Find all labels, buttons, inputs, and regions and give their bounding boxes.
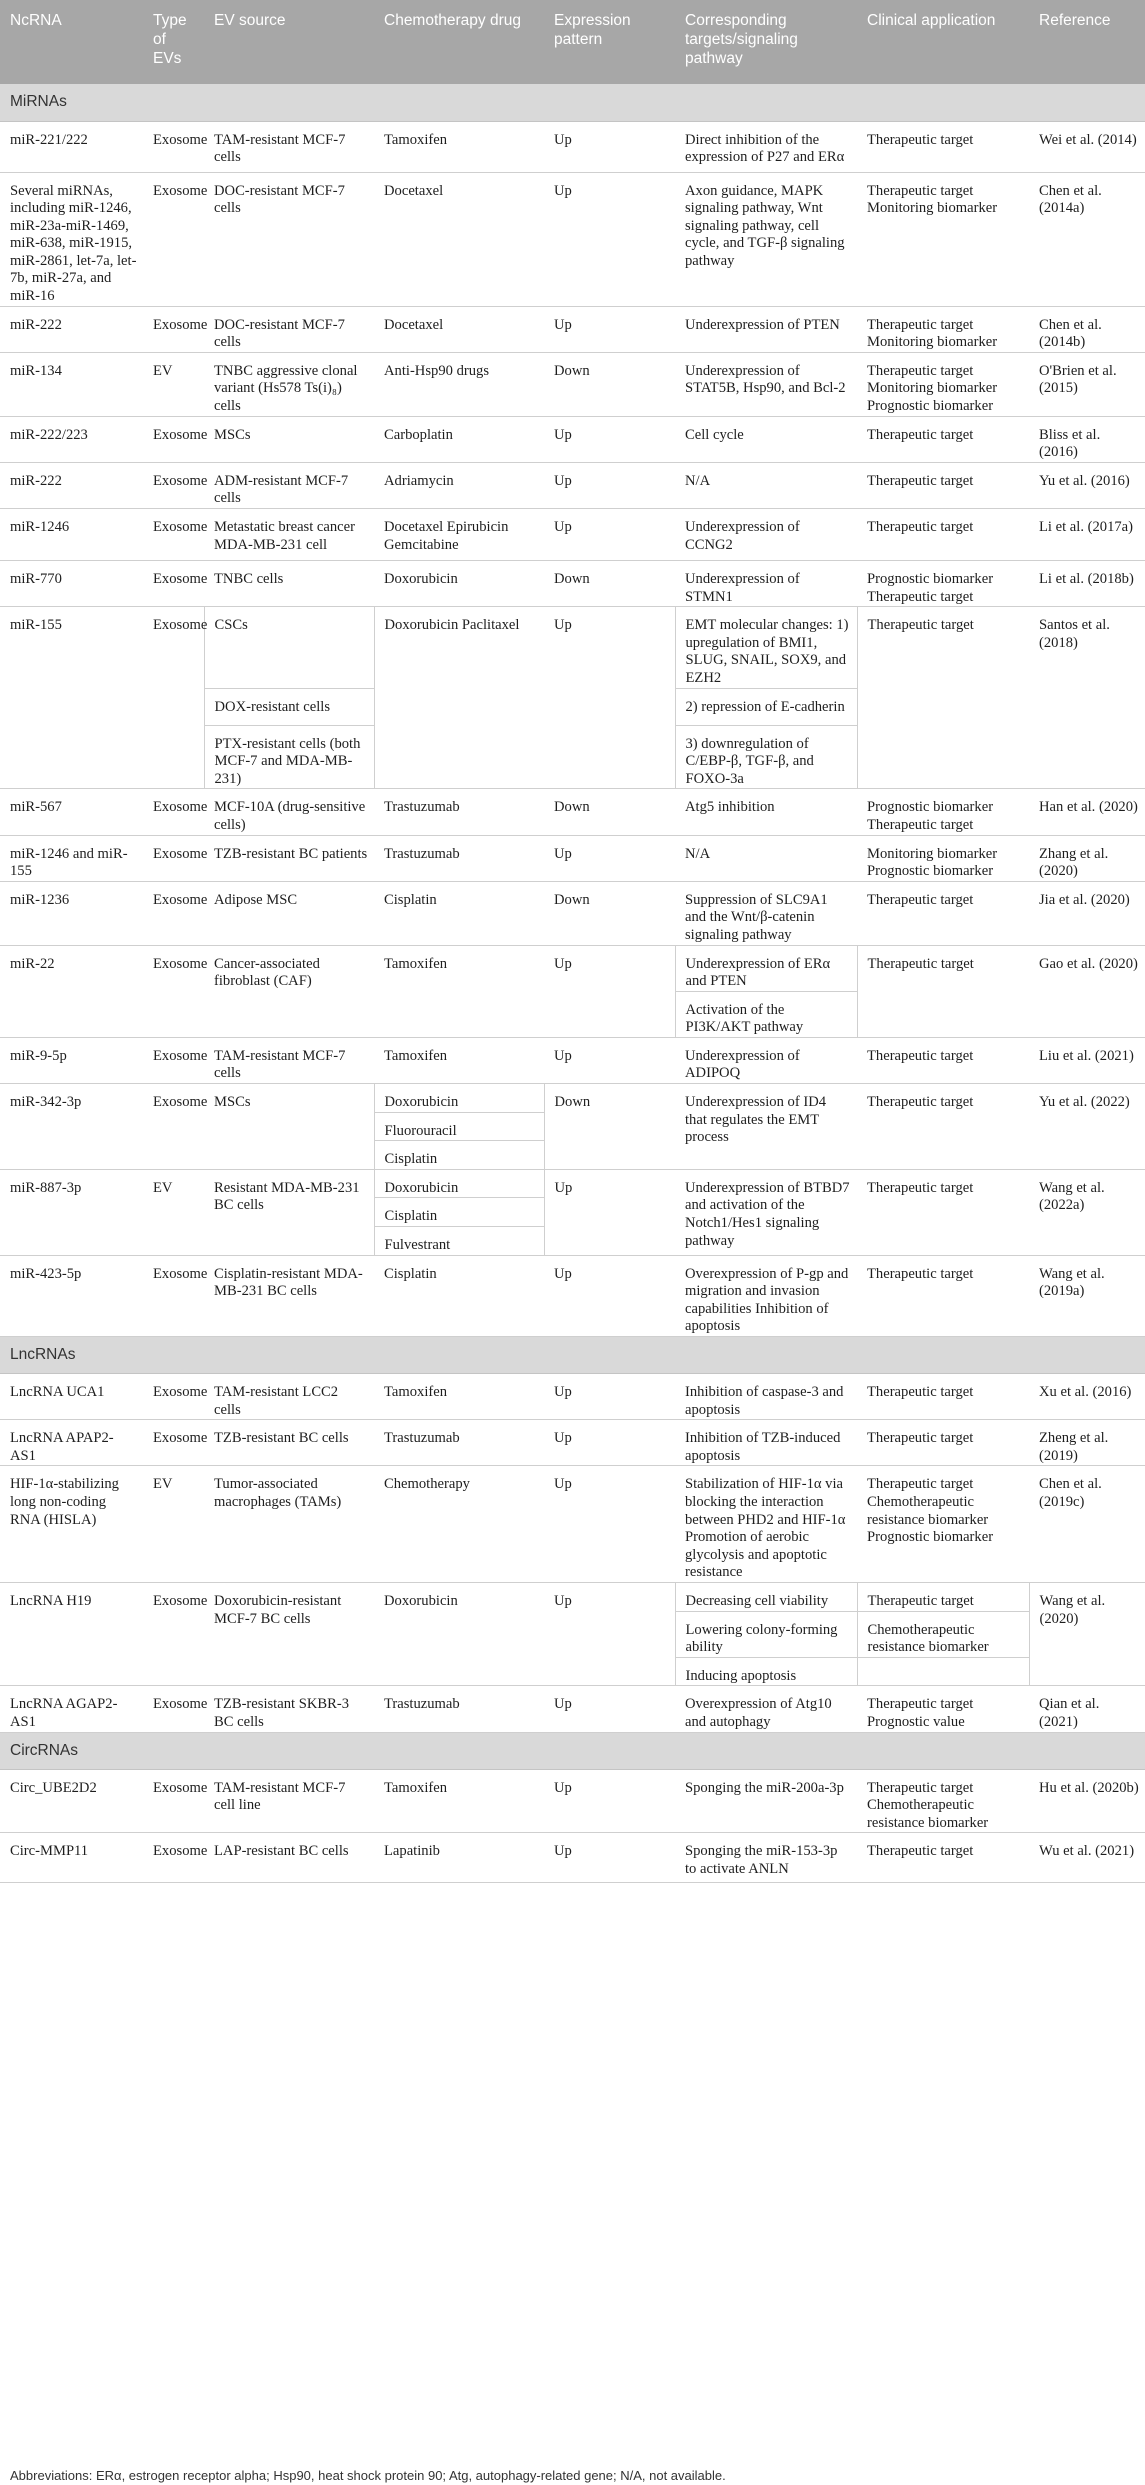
table-cell: Cancer-associated fibroblast (CAF): [204, 945, 374, 1037]
table-cell: Inhibition of TZB-induced apoptosis: [675, 1420, 857, 1466]
table-cell: Therapeutic target: [857, 1420, 1029, 1466]
table-cell: Adipose MSC: [204, 881, 374, 945]
table-cell: Santos et al. (2018): [1029, 607, 1145, 789]
header-row: [0, 0, 1145, 84]
table-cell: miR-887-3p: [0, 1169, 143, 1255]
table-cell: Therapeutic target: [857, 1374, 1029, 1420]
table-cell: Activation of the PI3K/AKT pathway: [675, 991, 857, 1037]
table-cell: Doxorubicin: [374, 1084, 544, 1113]
table-cell: Up: [544, 1833, 675, 1883]
table-cell: Prognostic biomarker Therapeutic target: [857, 561, 1029, 607]
table-cell: Inhibition of caspase-3 and apoptosis: [675, 1374, 857, 1420]
table-cell: Sponging the miR-153-3p to activate ANLN: [675, 1833, 857, 1883]
table-cell: miR-770: [0, 561, 143, 607]
table-cell: TZB-resistant SKBR-3 BC cells: [204, 1686, 374, 1732]
table-cell: Exosome: [143, 1374, 204, 1420]
table-cell: TAM-resistant MCF-7 cells: [204, 121, 374, 172]
table-cell: Gao et al. (2020): [1029, 945, 1145, 1037]
table-cell: Wang et al. (2020): [1029, 1582, 1145, 1685]
table-cell: Exosome: [143, 1582, 204, 1685]
table-cell: Axon guidance, MAPK signaling pathway, Wnt signaling pathway, cell cycle, and TGF-β signaling pathway: [675, 172, 857, 306]
table-cell: Yu et al. (2022): [1029, 1084, 1145, 1170]
table-row: [0, 416, 1145, 462]
table-cell: Up: [544, 172, 675, 306]
table-cell: EV: [143, 1169, 204, 1255]
table-row: [0, 561, 1145, 607]
table-cell: Chen et al. (2019c): [1029, 1466, 1145, 1583]
table-cell: Underexpression of STAT5B, Hsp90, and Bcl-2: [675, 352, 857, 416]
table-cell: Trastuzumab: [374, 789, 544, 835]
table-cell: Docetaxel: [374, 306, 544, 352]
table-cell: Li et al. (2017a): [1029, 509, 1145, 561]
table-cell: Up: [544, 1420, 675, 1466]
table-cell: Therapeutic target: [857, 1255, 1029, 1336]
table-cell: Tamoxifen: [374, 1769, 544, 1833]
table-cell: TNBC aggressive clonal variant (Hs578 Ts(i)₈) cells: [204, 352, 374, 416]
table-cell: Up: [544, 1466, 675, 1583]
table-cell: Exosome: [143, 945, 204, 1037]
table-cell: DOC-resistant MCF-7 cells: [204, 172, 374, 306]
table-cell: Up: [544, 1037, 675, 1083]
table-cell: Sponging the miR-200a-3p: [675, 1769, 857, 1833]
table-cell: Therapeutic target Prognostic value: [857, 1686, 1029, 1732]
table-cell: miR-1246 and miR-155: [0, 835, 143, 881]
table-cell: Cisplatin: [374, 881, 544, 945]
table-cell: MSCs: [204, 1084, 374, 1170]
table-cell: Underexpression of STMN1: [675, 561, 857, 607]
table-cell: PTX-resistant cells (both MCF-7 and MDA-MB-231): [204, 725, 374, 789]
table-cell: Docetaxel: [374, 172, 544, 306]
table-cell: Exosome: [143, 462, 204, 508]
table-row: [0, 945, 1145, 991]
table-row: [0, 509, 1145, 561]
header-targets: Corresponding targets/signaling pathway: [675, 0, 857, 84]
section-title: LncRNAs: [0, 1337, 1145, 1374]
table-cell: Therapeutic target Chemotherapeutic resistance biomarker Prognostic biomarker: [857, 1466, 1029, 1583]
table-cell: LncRNA UCA1: [0, 1374, 143, 1420]
header-ev-type: Type of EVs: [143, 0, 204, 84]
table-cell: Bliss et al. (2016): [1029, 416, 1145, 462]
table-cell: Up: [544, 121, 675, 172]
table-cell: Several miRNAs, including miR-1246, miR-23a-miR-1469, miR-638, miR-1915, miR-2861, let-7a, let-7b, miR-27a, and miR-16: [0, 172, 143, 306]
table-cell: Suppression of SLC9A1 and the Wnt/β-catenin signaling pathway: [675, 881, 857, 945]
table-cell: Exosome: [143, 1769, 204, 1833]
table-row: [0, 1833, 1145, 1883]
table-cell: TZB-resistant BC patients: [204, 835, 374, 881]
table-cell: Exosome: [143, 789, 204, 835]
table-cell: Underexpression of CCNG2: [675, 509, 857, 561]
table-row: [0, 172, 1145, 306]
table-cell: 3) downregulation of C/EBP-β, TGF-β, and FOXO-3a: [675, 725, 857, 789]
table-cell: Up: [544, 1374, 675, 1420]
table-cell: Prognostic biomarker Therapeutic target: [857, 789, 1029, 835]
table-cell: Cisplatin-resistant MDA-MB-231 BC cells: [204, 1255, 374, 1336]
table-cell: TNBC cells: [204, 561, 374, 607]
table-cell: miR-1236: [0, 881, 143, 945]
table-cell: Down: [544, 881, 675, 945]
table-cell: miR-222: [0, 462, 143, 508]
table-cell: miR-222/223: [0, 416, 143, 462]
table-cell: Underexpression of ID4 that regulates the EMT process: [675, 1084, 857, 1170]
table-cell: 2) repression of E-cadherin: [675, 688, 857, 725]
table-cell: Cisplatin: [374, 1198, 544, 1227]
table-cell: Han et al. (2020): [1029, 789, 1145, 835]
header-reference: Reference: [1029, 0, 1145, 84]
section-title: CircRNAs: [0, 1732, 1145, 1769]
table-cell: Underexpression of ADIPOQ: [675, 1037, 857, 1083]
table-row: [0, 462, 1145, 508]
table-cell: Tamoxifen: [374, 1374, 544, 1420]
table-row: [0, 352, 1145, 416]
table-cell: Down: [544, 352, 675, 416]
table-cell: N/A: [675, 835, 857, 881]
table-row: [0, 789, 1145, 835]
table-cell: Direct inhibition of the expression of P27 and ERα: [675, 121, 857, 172]
table-cell: LncRNA AGAP2-AS1: [0, 1686, 143, 1732]
table-cell: miR-222: [0, 306, 143, 352]
table-cell: Jia et al. (2020): [1029, 881, 1145, 945]
table-cell: Therapeutic target Monitoring biomarker Prognostic biomarker: [857, 352, 1029, 416]
table-cell: Trastuzumab: [374, 835, 544, 881]
header-ev-source: EV source: [204, 0, 374, 84]
table-cell: Therapeutic target: [857, 121, 1029, 172]
table-cell: Exosome: [143, 835, 204, 881]
table-cell: Inducing apoptosis: [675, 1657, 857, 1686]
table-cell: Fluorouracil: [374, 1112, 544, 1141]
section-row: [0, 84, 1145, 121]
table-cell: Therapeutic target: [857, 416, 1029, 462]
table-row: [0, 1582, 1145, 1611]
table-cell: Exosome: [143, 561, 204, 607]
table-cell: Exosome: [143, 607, 204, 789]
table-cell: Overexpression of Atg10 and autophagy: [675, 1686, 857, 1732]
table-cell: Circ-MMP11: [0, 1833, 143, 1883]
header-clinical: Clinical application: [857, 0, 1029, 84]
table-cell: TAM-resistant MCF-7 cells: [204, 1037, 374, 1083]
table-cell: Docetaxel Epirubicin Gemcitabine: [374, 509, 544, 561]
table-cell: Chemotherapeutic resistance biomarker: [857, 1611, 1029, 1657]
table-cell: LncRNA APAP2-AS1: [0, 1420, 143, 1466]
table-cell: Therapeutic target: [857, 1037, 1029, 1083]
table-row: [0, 1686, 1145, 1732]
table-row: [0, 1084, 1145, 1113]
table-cell: Monitoring biomarker Prognostic biomarker: [857, 835, 1029, 881]
table-cell: Zheng et al. (2019): [1029, 1420, 1145, 1466]
table-cell: Trastuzumab: [374, 1420, 544, 1466]
table-cell: O'Brien et al. (2015): [1029, 352, 1145, 416]
table-cell: LAP-resistant BC cells: [204, 1833, 374, 1883]
table-cell: Doxorubicin Paclitaxel: [374, 607, 544, 789]
table-cell: MCF-10A (drug-sensitive cells): [204, 789, 374, 835]
table-cell: miR-423-5p: [0, 1255, 143, 1336]
abbreviations-footnote: Abbreviations: ERα, estrogen receptor alpha; Hsp90, heat shock protein 90; Atg, autophagy-related gene; N/A, not available.: [10, 2468, 726, 2483]
table-cell: Therapeutic target Chemotherapeutic resistance biomarker: [857, 1769, 1029, 1833]
table-cell: Exosome: [143, 1255, 204, 1336]
table-cell: Therapeutic target Monitoring biomarker: [857, 306, 1029, 352]
table-cell: Up: [544, 945, 675, 1037]
table-cell: Exosome: [143, 1037, 204, 1083]
table-cell: EMT molecular changes: 1) upregulation of BMI1, SLUG, SNAIL, SOX9, and EZH2: [675, 607, 857, 688]
table-cell: Lowering colony-forming ability: [675, 1611, 857, 1657]
table-cell: miR-134: [0, 352, 143, 416]
table-cell: miR-155: [0, 607, 143, 789]
table-cell: Cisplatin: [374, 1141, 544, 1170]
table-cell: HIF-1α-stabilizing long non-coding RNA (HISLA): [0, 1466, 143, 1583]
table-cell: Circ_UBE2D2: [0, 1769, 143, 1833]
table-cell: Cisplatin: [374, 1255, 544, 1336]
table-row: [0, 1769, 1145, 1833]
table-cell: Up: [544, 1769, 675, 1833]
table-row: [0, 1037, 1145, 1083]
table-cell: Tamoxifen: [374, 121, 544, 172]
table-cell: Up: [544, 1255, 675, 1336]
section-title: MiRNAs: [0, 84, 1145, 121]
table-cell: DOX-resistant cells: [204, 688, 374, 725]
table-row: [0, 1420, 1145, 1466]
table-row: [0, 607, 1145, 688]
table-cell: Chemotherapy: [374, 1466, 544, 1583]
table-cell: Up: [544, 1169, 675, 1255]
table-cell: miR-567: [0, 789, 143, 835]
table-row: [0, 835, 1145, 881]
table-cell: Qian et al. (2021): [1029, 1686, 1145, 1732]
section-row: [0, 1337, 1145, 1374]
table-cell: Exosome: [143, 881, 204, 945]
header-expression: Expression pattern: [544, 0, 675, 84]
table-cell: Tumor-associated macrophages (TAMs): [204, 1466, 374, 1583]
table-cell: Trastuzumab: [374, 1686, 544, 1732]
table-cell: Tamoxifen: [374, 1037, 544, 1083]
table-cell: miR-342-3p: [0, 1084, 143, 1170]
table-cell: Decreasing cell viability: [675, 1582, 857, 1611]
table-cell: Exosome: [143, 1686, 204, 1732]
table-cell: Up: [544, 835, 675, 881]
section-row: [0, 1732, 1145, 1769]
table-cell: Cell cycle: [675, 416, 857, 462]
table-cell: Tamoxifen: [374, 945, 544, 1037]
table-cell: Therapeutic target: [857, 1084, 1029, 1170]
table-cell: Up: [544, 1686, 675, 1732]
table-cell: Exosome: [143, 1084, 204, 1170]
table-cell: TAM-resistant LCC2 cells: [204, 1374, 374, 1420]
table-cell: Therapeutic target: [857, 462, 1029, 508]
table-cell: Adriamycin: [374, 462, 544, 508]
table-cell: Chen et al. (2014a): [1029, 172, 1145, 306]
table-row: [0, 1374, 1145, 1420]
table-cell: EV: [143, 352, 204, 416]
table-cell: Exosome: [143, 121, 204, 172]
table-cell: Underexpression of ERα and PTEN: [675, 945, 857, 991]
table-cell: Exosome: [143, 1833, 204, 1883]
table-cell: Metastatic breast cancer MDA-MB-231 cell: [204, 509, 374, 561]
table-cell: Therapeutic target: [857, 509, 1029, 561]
table-cell: Therapeutic target: [857, 1833, 1029, 1883]
table-cell: miR-9-5p: [0, 1037, 143, 1083]
table-cell: Overexpression of P-gp and migration and invasion capabilities Inhibition of apoptosis: [675, 1255, 857, 1336]
table-cell: LncRNA H19: [0, 1582, 143, 1685]
header-drug: Chemotherapy drug: [374, 0, 544, 84]
table-cell: Up: [544, 416, 675, 462]
table-cell: Down: [544, 1084, 675, 1170]
table-row: [0, 1169, 1145, 1198]
table-cell: Therapeutic target: [857, 607, 1029, 789]
table-cell: Carboplatin: [374, 416, 544, 462]
table-cell: TZB-resistant BC cells: [204, 1420, 374, 1466]
table-cell: Fulvestrant: [374, 1227, 544, 1256]
table-cell: MSCs: [204, 416, 374, 462]
table-cell: miR-22: [0, 945, 143, 1037]
table-cell: Wei et al. (2014): [1029, 121, 1145, 172]
table-cell: Up: [544, 1582, 675, 1685]
table-cell: Exosome: [143, 509, 204, 561]
table-cell: Zhang et al. (2020): [1029, 835, 1145, 881]
table-cell: Therapeutic target: [857, 1169, 1029, 1255]
table-body: [0, 84, 1145, 1883]
table-cell: miR-221/222: [0, 121, 143, 172]
header-ncrna: NcRNA: [0, 0, 143, 84]
table-cell: Therapeutic target: [857, 1582, 1029, 1611]
table-cell: Lapatinib: [374, 1833, 544, 1883]
table-cell: Li et al. (2018b): [1029, 561, 1145, 607]
table-row: [0, 306, 1145, 352]
table-row: [0, 121, 1145, 172]
table-cell: Doxorubicin: [374, 561, 544, 607]
table-cell: CSCs: [204, 607, 374, 688]
table-cell: Exosome: [143, 172, 204, 306]
table-cell: Underexpression of BTBD7 and activation of the Notch1/Hes1 signaling pathway: [675, 1169, 857, 1255]
table-cell: Chen et al. (2014b): [1029, 306, 1145, 352]
table-cell: Doxorubicin: [374, 1582, 544, 1685]
table-cell: Hu et al. (2020b): [1029, 1769, 1145, 1833]
table-cell: Up: [544, 462, 675, 508]
table-cell: Atg5 inhibition: [675, 789, 857, 835]
table-cell: TAM-resistant MCF-7 cell line: [204, 1769, 374, 1833]
table-cell: Up: [544, 509, 675, 561]
table-cell: Liu et al. (2021): [1029, 1037, 1145, 1083]
table-cell: Exosome: [143, 1420, 204, 1466]
table-cell: Resistant MDA-MB-231 BC cells: [204, 1169, 374, 1255]
table-cell: DOC-resistant MCF-7 cells: [204, 306, 374, 352]
table-cell: Up: [544, 607, 675, 789]
table-cell: Exosome: [143, 306, 204, 352]
table-cell: Doxorubicin-resistant MCF-7 BC cells: [204, 1582, 374, 1685]
table-cell: ADM-resistant MCF-7 cells: [204, 462, 374, 508]
table-cell: Up: [544, 306, 675, 352]
table-cell: Xu et al. (2016): [1029, 1374, 1145, 1420]
table-cell: Therapeutic target Monitoring biomarker: [857, 172, 1029, 306]
table-cell: Stabilization of HIF-1α via blocking the interaction between PHD2 and HIF-1α Promotion of aerobic glycolysis and apoptotic resistance: [675, 1466, 857, 1583]
table-cell: Wang et al. (2022a): [1029, 1169, 1145, 1255]
table-cell: Wang et al. (2019a): [1029, 1255, 1145, 1336]
table-row: [0, 1466, 1145, 1583]
table-cell: miR-1246: [0, 509, 143, 561]
table-cell: Anti-Hsp90 drugs: [374, 352, 544, 416]
table-cell: Down: [544, 789, 675, 835]
table-cell: Therapeutic target: [857, 945, 1029, 1037]
table-cell: Wu et al. (2021): [1029, 1833, 1145, 1883]
table-cell: Therapeutic target: [857, 881, 1029, 945]
table-cell: [857, 1657, 1029, 1686]
table-row: [0, 1255, 1145, 1336]
table-cell: Underexpression of PTEN: [675, 306, 857, 352]
table-cell: N/A: [675, 462, 857, 508]
table-cell: Exosome: [143, 416, 204, 462]
table-row: [0, 881, 1145, 945]
table-cell: Down: [544, 561, 675, 607]
table-cell: Doxorubicin: [374, 1169, 544, 1198]
table-cell: Yu et al. (2016): [1029, 462, 1145, 508]
table-cell: EV: [143, 1466, 204, 1583]
